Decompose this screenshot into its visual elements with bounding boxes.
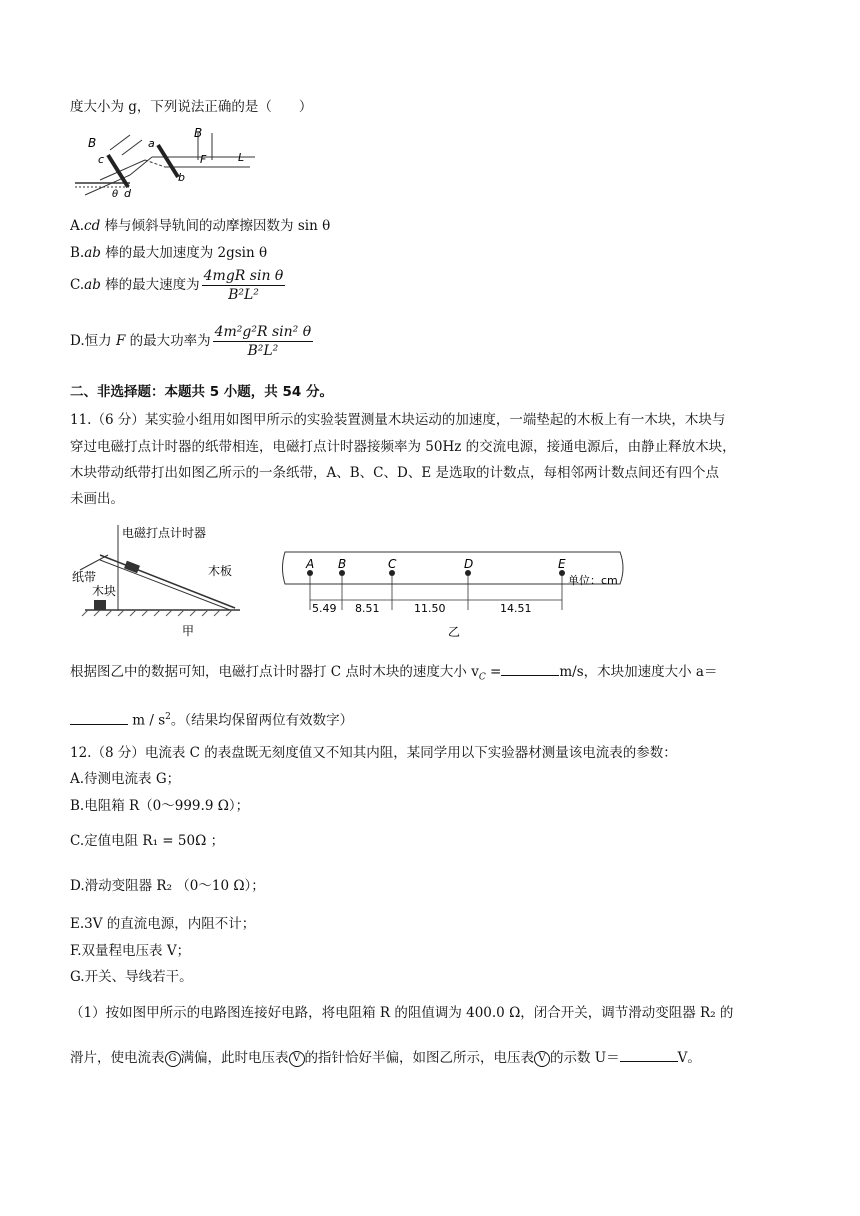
vc-answer-blank[interactable] [501,663,559,676]
ammeter-g-symbol: G [165,1051,181,1067]
q10-label-B1: B [88,136,97,150]
q12-part1-line-2: 滑片，使电流表 G 满偏，此时电压表 V 的指针恰好半偏，如图乙所示，电压表 V 的示数 U＝ V。 [70,1050,701,1066]
q11-caption-jia: 甲 [182,624,195,638]
voltmeter-v-symbol-2: V [534,1051,550,1067]
q10-label-c: c [98,153,105,166]
q10-label-b: b [178,171,185,184]
q12-item-b: B.电阻箱 R（0～999.9 Ω）； [70,798,250,814]
q11-line-1: 11.（6 分）某实验小组用如图甲所示的实验装置测量木块运动的加速度，一端垫起的木板上有一木块，木块与 [70,412,726,428]
q11-label-board: 木板 [208,564,233,578]
q12-item-f: F.双量程电压表 V； [70,943,191,959]
tape-distance-ab: 5.49 [312,602,337,615]
q10-label-B2: B [194,126,203,140]
voltmeter-v-symbol: V [289,1051,305,1067]
tape-unit: 单位：cm [568,574,618,587]
q10-stem: 度大小为 g，下列说法正确的是（ ） [70,99,313,115]
q12-item-d: D.滑动变阻器 R₂ （0～10 Ω）； [70,878,265,894]
q12-stem: 12.（8 分）电流表 C 的表盘既无刻度值又不知其内阻，某同学用以下实验器材测量该电流表的参数： [70,745,677,761]
q11-label-block: 木块 [92,584,117,598]
q11-label-tape: 纸带 [72,570,97,584]
q10-label-d: d [124,187,131,200]
tape-point-b: B [338,557,347,571]
q12-item-a: A.待测电流表 G； [70,771,181,787]
q11-figure-jia [70,515,260,645]
tape-distance-bc: 8.51 [355,602,380,615]
tape-distance-de: 14.51 [500,602,532,615]
q11-line-2: 穿过电磁打点计时器的纸带相连，电磁打点计时器接频率为 50Hz 的交流电源，接通电源后，由静止释放木块， [70,439,736,455]
q11-answer-line-2: m / $s^2$。（结果均保留两位有效数字） [70,707,353,731]
tape-point-e: E [558,557,566,571]
q10-label-a: a [148,137,155,150]
q12-item-c: C.定值电阻 R₁ = 50Ω ； [70,833,225,849]
q10-label-L: L [238,151,245,164]
q10-label-theta: θ [112,189,119,200]
q10-option-d: D.恒力 F 的最大功率为 $\frac{\text{4m²g²R sin² θ}}{\text{B²L²}}$ [70,324,312,359]
q12-part1-line-1: （1）按如图甲所示的电路图连接好电路，将电阻箱 R 的阻值调为 400.0 Ω，闭合开关，调节滑动变阻器 R₂ 的 [70,1005,734,1021]
q10-option-c: C.ab 棒的最大速度为 $\frac{\text{4mgR sin θ}}{\text{B²L²}}$ [70,268,284,303]
q11-answer-line-1: 根据图乙中的数据可知，电磁打点计时器打 C 点时木块的速度大小 $v_C = m/s$，木块加速度大小 a＝ [70,664,718,683]
q10-option-a: A.cd 棒与倾斜导轨间的动摩擦因数为 sin θ [70,218,331,234]
section-2-heading: 二、非选择题：本题共 5 小题，共 54 分。 [70,384,333,400]
tape-point-d: D [464,557,474,571]
acceleration-answer-blank[interactable] [70,712,128,725]
q11-caption-yi: 乙 [448,625,461,639]
q10-option-b: B.ab 棒的最大加速度为 2gsin θ [70,245,268,261]
q12-item-g: G.开关、导线若干。 [70,969,193,985]
q11-line-4: 未画出。 [70,491,124,507]
tape-distance-cd: 11.50 [414,602,446,615]
tape-point-a: A [306,557,315,571]
q11-label-timer: 电磁打点计时器 [122,526,207,540]
q11-figure-yi [280,540,635,640]
q12-item-e: E.3V 的直流电源，内阻不计； [70,916,256,932]
q10-figure [70,125,270,205]
q11-line-3: 木块带动纸带打出如图乙所示的一条纸带，A、B、C、D、E 是选取的计数点，每相邻两计数点间还有四个点 [70,465,719,481]
tape-point-c: C [388,557,397,571]
voltage-answer-blank[interactable] [620,1049,678,1062]
q10-label-F: F [200,153,207,166]
